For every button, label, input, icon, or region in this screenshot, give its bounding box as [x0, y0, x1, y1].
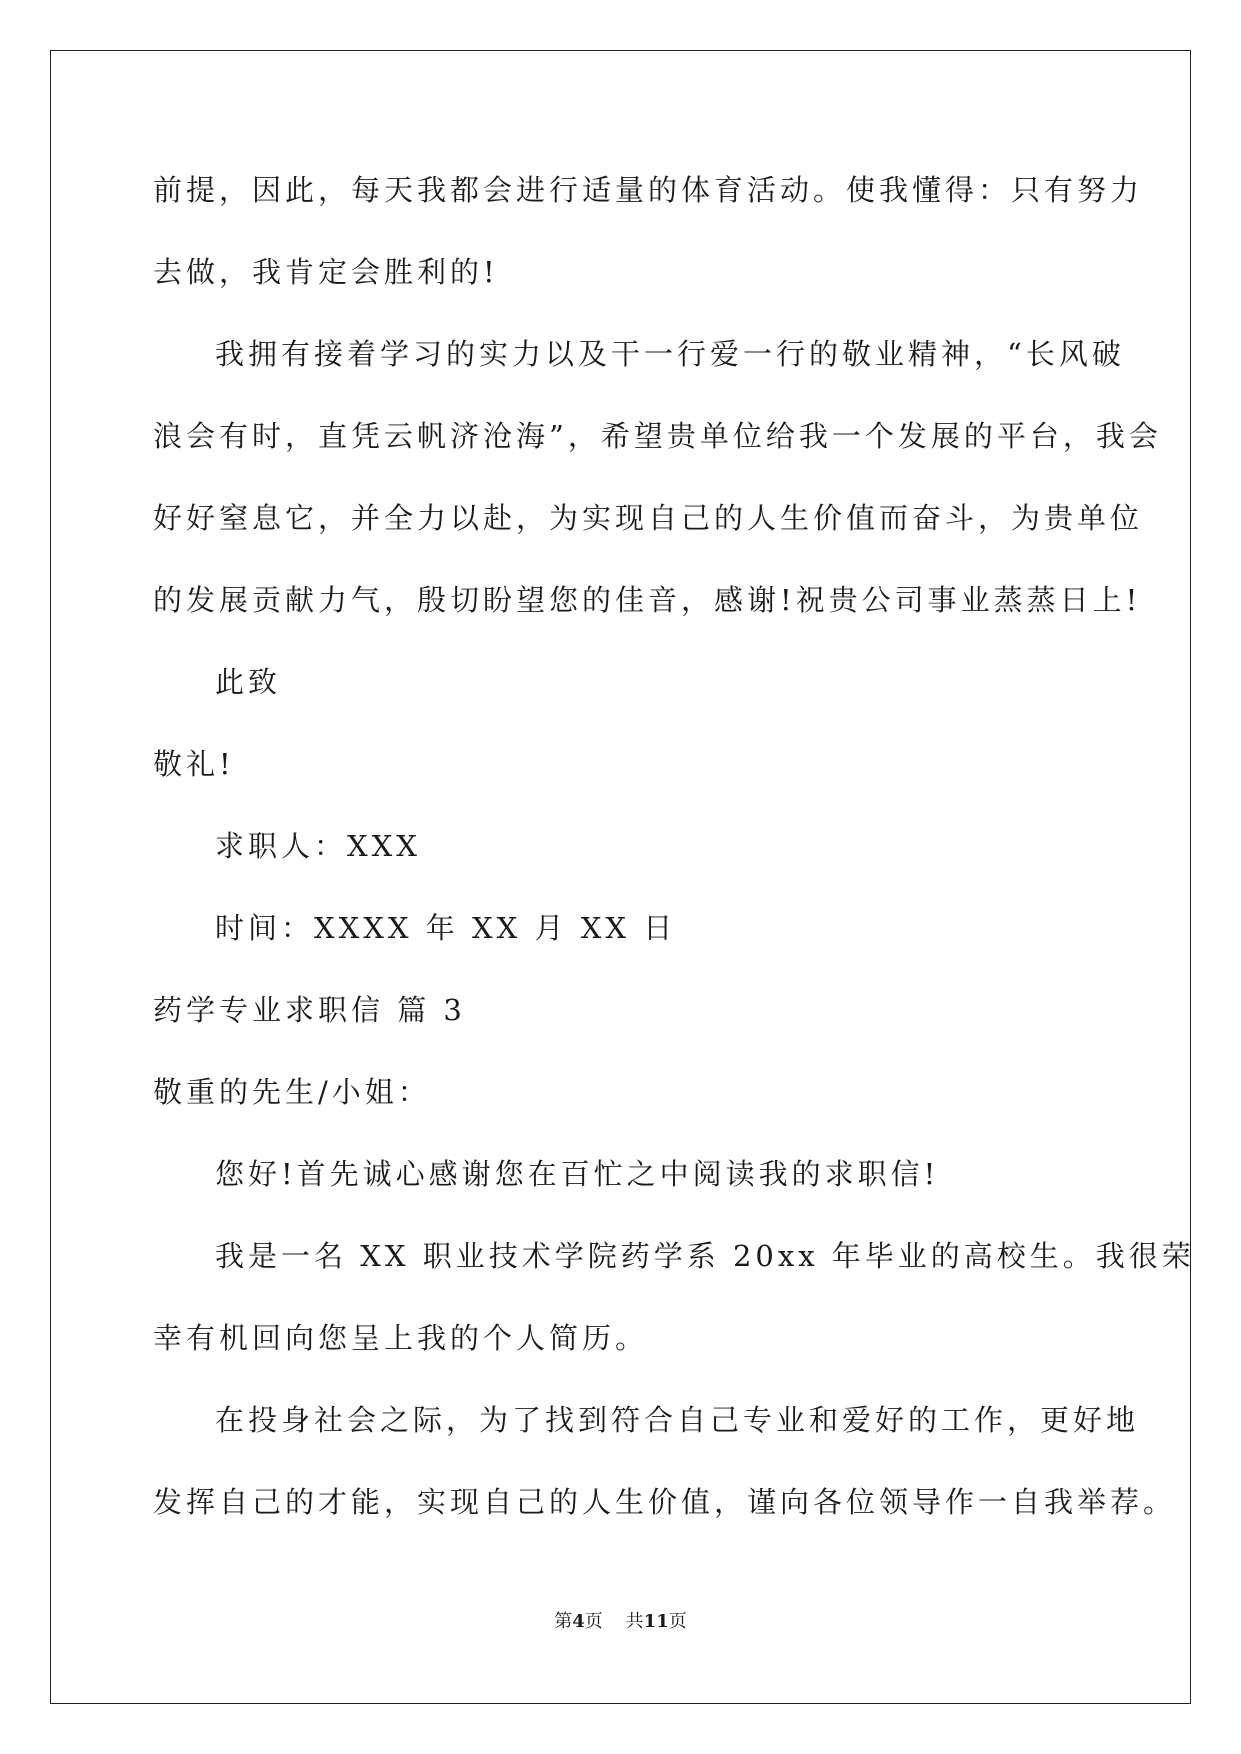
body-line-15: 幸有机回向您呈上我的个人简历。: [153, 1321, 649, 1355]
footer-page-current: 4: [572, 1611, 585, 1632]
body-line-16: 在投身社会之际，为了找到符合自己专业和爱好的工作，更好地: [215, 1403, 1140, 1437]
body-line-13: 您好!首先诚心感谢您在百忙之中阅读我的求职信!: [215, 1157, 940, 1191]
body-line-1: 前提，因此，每天我都会进行适量的体育活动。使我懂得：只有努力: [153, 173, 1144, 207]
body-line-17: 发挥自己的才能，实现自己的人生价值，谨向各位领导作一自我举荐。: [153, 1485, 1177, 1519]
body-line-14: 我是一名 XX 职业技术学院药学系 20xx 年毕业的高校生。我很荣: [215, 1239, 1195, 1273]
body-line-2: 去做，我肯定会胜利的!: [153, 255, 499, 289]
footer-total-prefix: 共: [625, 1611, 644, 1632]
greeting: 敬重的先生/小姐：: [153, 1075, 431, 1109]
body-line-6: 的发展贡献力气，殷切盼望您的佳音，感谢!祝贵公司事业蒸蒸日上!: [153, 583, 1142, 617]
page-border: [50, 50, 1191, 1704]
body-line-4: 浪会有时，直凭云帆济沧海”，希望贵单位给我一个发展的平台，我会: [153, 419, 1162, 453]
body-line-5: 好好窒息它，并全力以赴，为实现自己的人生价值而奋斗，为贵单位: [153, 501, 1144, 535]
section-title: 药学专业求职信 篇 3: [153, 993, 466, 1027]
letter-date: 时间：XXXX 年 XX 月 XX 日: [215, 911, 677, 945]
footer-page-total: 11: [643, 1611, 669, 1632]
footer-page-suffix: 页: [584, 1611, 603, 1632]
page-footer: [0, 1610, 1241, 1634]
footer-total-suffix: 页: [668, 1611, 687, 1632]
footer-page-prefix: 第: [554, 1611, 573, 1632]
closing-salutation: 此致: [215, 665, 282, 699]
closing-regards: 敬礼!: [153, 747, 235, 781]
applicant-name: 求职人：XXX: [215, 829, 421, 863]
body-line-3: 我拥有接着学习的实力以及干一行爱一行的敬业精神，“长风破: [215, 337, 1125, 371]
